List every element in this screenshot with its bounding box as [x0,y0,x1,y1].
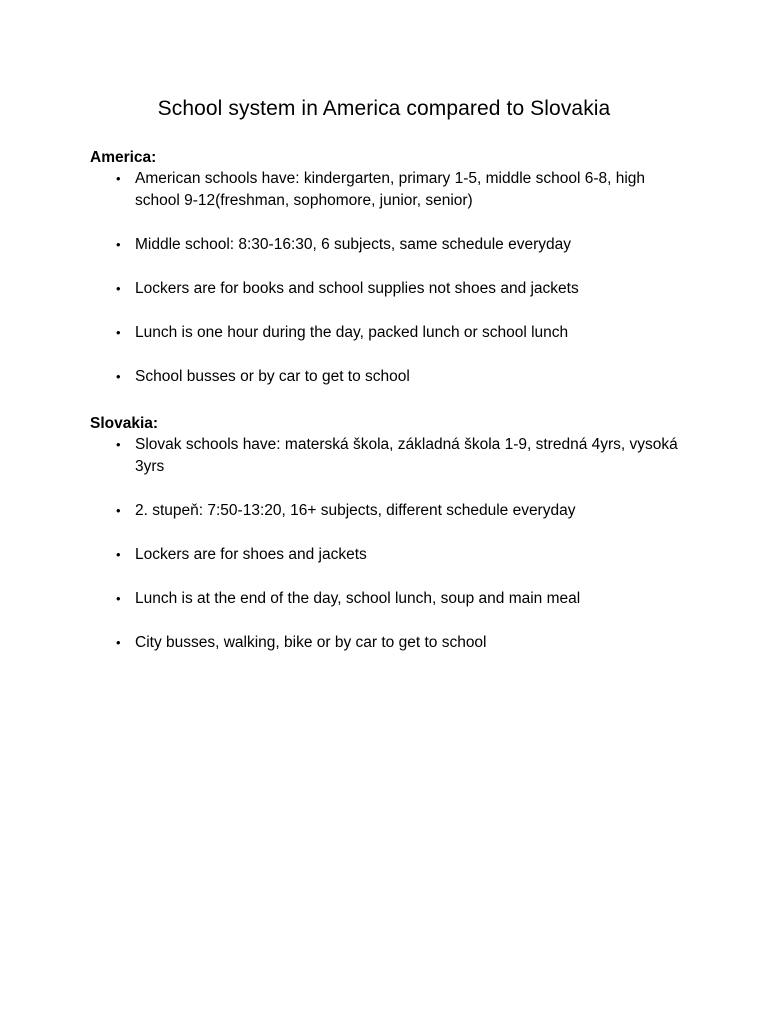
bullet-icon: • [116,437,121,452]
list-item [90,168,690,212]
section-heading-slovakia: Slovakia: [90,415,159,432]
bullet-icon: • [116,281,121,296]
list-item [90,500,690,522]
bullet-list-america [90,168,690,388]
list-item [90,322,690,344]
list-item-text: City busses, walking, bike or by car to get to school [135,634,487,651]
bullet-icon: • [116,237,121,252]
bullet-icon: • [116,503,121,518]
list-item [90,278,690,300]
list-item-text: Lockers are for shoes and jackets [135,546,367,563]
bullet-icon: • [116,591,121,606]
list-item [90,234,690,256]
page-title: School system in America compared to Slovakia [157,97,611,120]
list-item [90,632,690,654]
list-item-text: American schools have: kindergarten, primary 1-5, middle school 6-8, high school 9-12(freshman, sophomore, junior, senior) [135,170,646,209]
section-america [90,148,690,410]
section-slovakia [90,414,690,676]
list-item [90,588,690,610]
list-item-text: Lockers are for books and school supplies not shoes and jackets [135,280,579,297]
bullet-list-slovakia [90,434,690,654]
list-item-text: Middle school: 8:30-16:30, 6 subjects, same schedule everyday [135,236,571,253]
list-item-text: Lunch is one hour during the day, packed lunch or school lunch [135,324,569,341]
list-item-text: Lunch is at the end of the day, school lunch, soup and main meal [135,590,581,607]
list-item [90,366,690,388]
list-item [90,434,690,478]
list-item-text: School busses or by car to get to school [135,368,410,385]
list-item-text: 2. stupeň: 7:50-13:20, 16+ subjects, different schedule everyday [135,502,576,519]
list-item [90,544,690,566]
bullet-icon: • [116,171,121,186]
bullet-icon: • [116,325,121,340]
list-item-text: Slovak schools have: materská škola, základná škola 1-9, stredná 4yrs, vysoká 3yrs [135,436,678,475]
bullet-icon: • [116,635,121,650]
bullet-icon: • [116,547,121,562]
section-heading-america: America: [90,149,157,166]
bullet-icon: • [116,369,121,384]
